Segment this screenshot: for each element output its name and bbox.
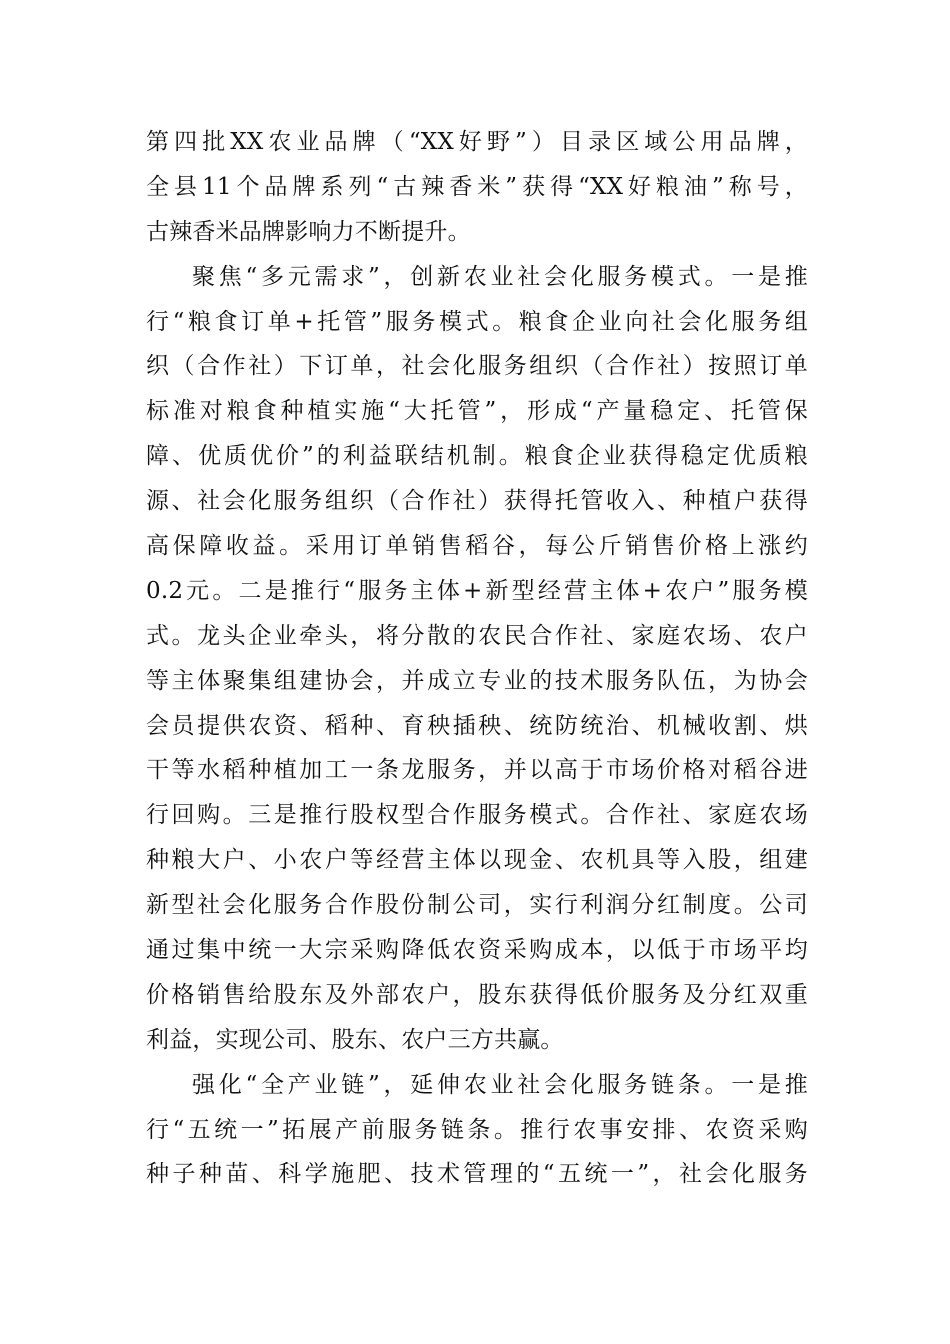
text-line: 通过集中统一大宗采购降低农资采购成本，以低于市场平均 bbox=[146, 937, 808, 964]
text-line: 式。龙头企业牵头，将分散的农民合作社、家庭农场、农户 bbox=[146, 622, 808, 649]
text-line: 行“五统一”拓展产前服务链条。推行农事安排、农资采购 bbox=[146, 1116, 808, 1143]
text-line: 干等水稻种植加工一条龙服务，并以高于市场价格对稻谷进 bbox=[146, 757, 808, 784]
text-line: 源、社会化服务组织（合作社）获得托管收入、种植户获得 bbox=[146, 488, 808, 515]
text-line: 种子种苗、科学施肥、技术管理的“五统一”，社会化服务 bbox=[146, 1161, 808, 1188]
text-line: 种粮大户、小农户等经营主体以现金、农机具等入股，组建 bbox=[146, 847, 808, 874]
text-line: 价格销售给股东及外部农户，股东获得低价服务及分红双重 bbox=[146, 981, 808, 1008]
text-line: 0.2元。二是推行“服务主体+新型经营主体+农户”服务模 bbox=[146, 577, 808, 604]
text-line: 第四批XX农业品牌（“XX好野”）目录区域公用品牌， bbox=[146, 129, 808, 155]
text-line: 新型社会化服务合作股份制公司，实行利润分红制度。公司 bbox=[146, 892, 808, 919]
paragraph-first-line: 聚焦“多元需求”，创新农业社会化服务模式。一是推 bbox=[192, 263, 808, 290]
text-line: 利益，实现公司、股东、农户三方共赢。 bbox=[146, 1026, 564, 1053]
body-text bbox=[146, 120, 808, 1197]
text-line: 织（合作社）下订单，社会化服务组织（合作社）按照订单 bbox=[146, 353, 808, 380]
text-line: 高保障收益。采用订单销售稻谷，每公斤销售价格上涨约 bbox=[146, 533, 808, 560]
text-line: 古辣香米品牌影响力不断提升。 bbox=[146, 218, 471, 245]
text-line: 行回购。三是推行股权型合作服务模式。合作社、家庭农场 bbox=[146, 802, 808, 829]
text-line: 会员提供农资、稻种、育秧插秧、统防统治、机械收割、烘 bbox=[146, 712, 808, 739]
text-line: 全县11个品牌系列“古辣香米”获得“XX好粮油”称号， bbox=[146, 173, 808, 200]
text-line: 障、优质优价”的利益联结机制。粮食企业获得稳定优质粮 bbox=[146, 443, 808, 470]
text-line: 等主体聚集组建协会，并成立专业的技术服务队伍，为协会 bbox=[146, 667, 808, 694]
text-line: 行“粮食订单+托管”服务模式。粮食企业向社会化服务组 bbox=[146, 308, 808, 335]
paragraph-first-line: 强化“全产业链”，延伸农业社会化服务链条。一是推 bbox=[192, 1071, 808, 1098]
text-line: 标准对粮食种植实施“大托管”，形成“产量稳定、托管保 bbox=[146, 398, 808, 425]
